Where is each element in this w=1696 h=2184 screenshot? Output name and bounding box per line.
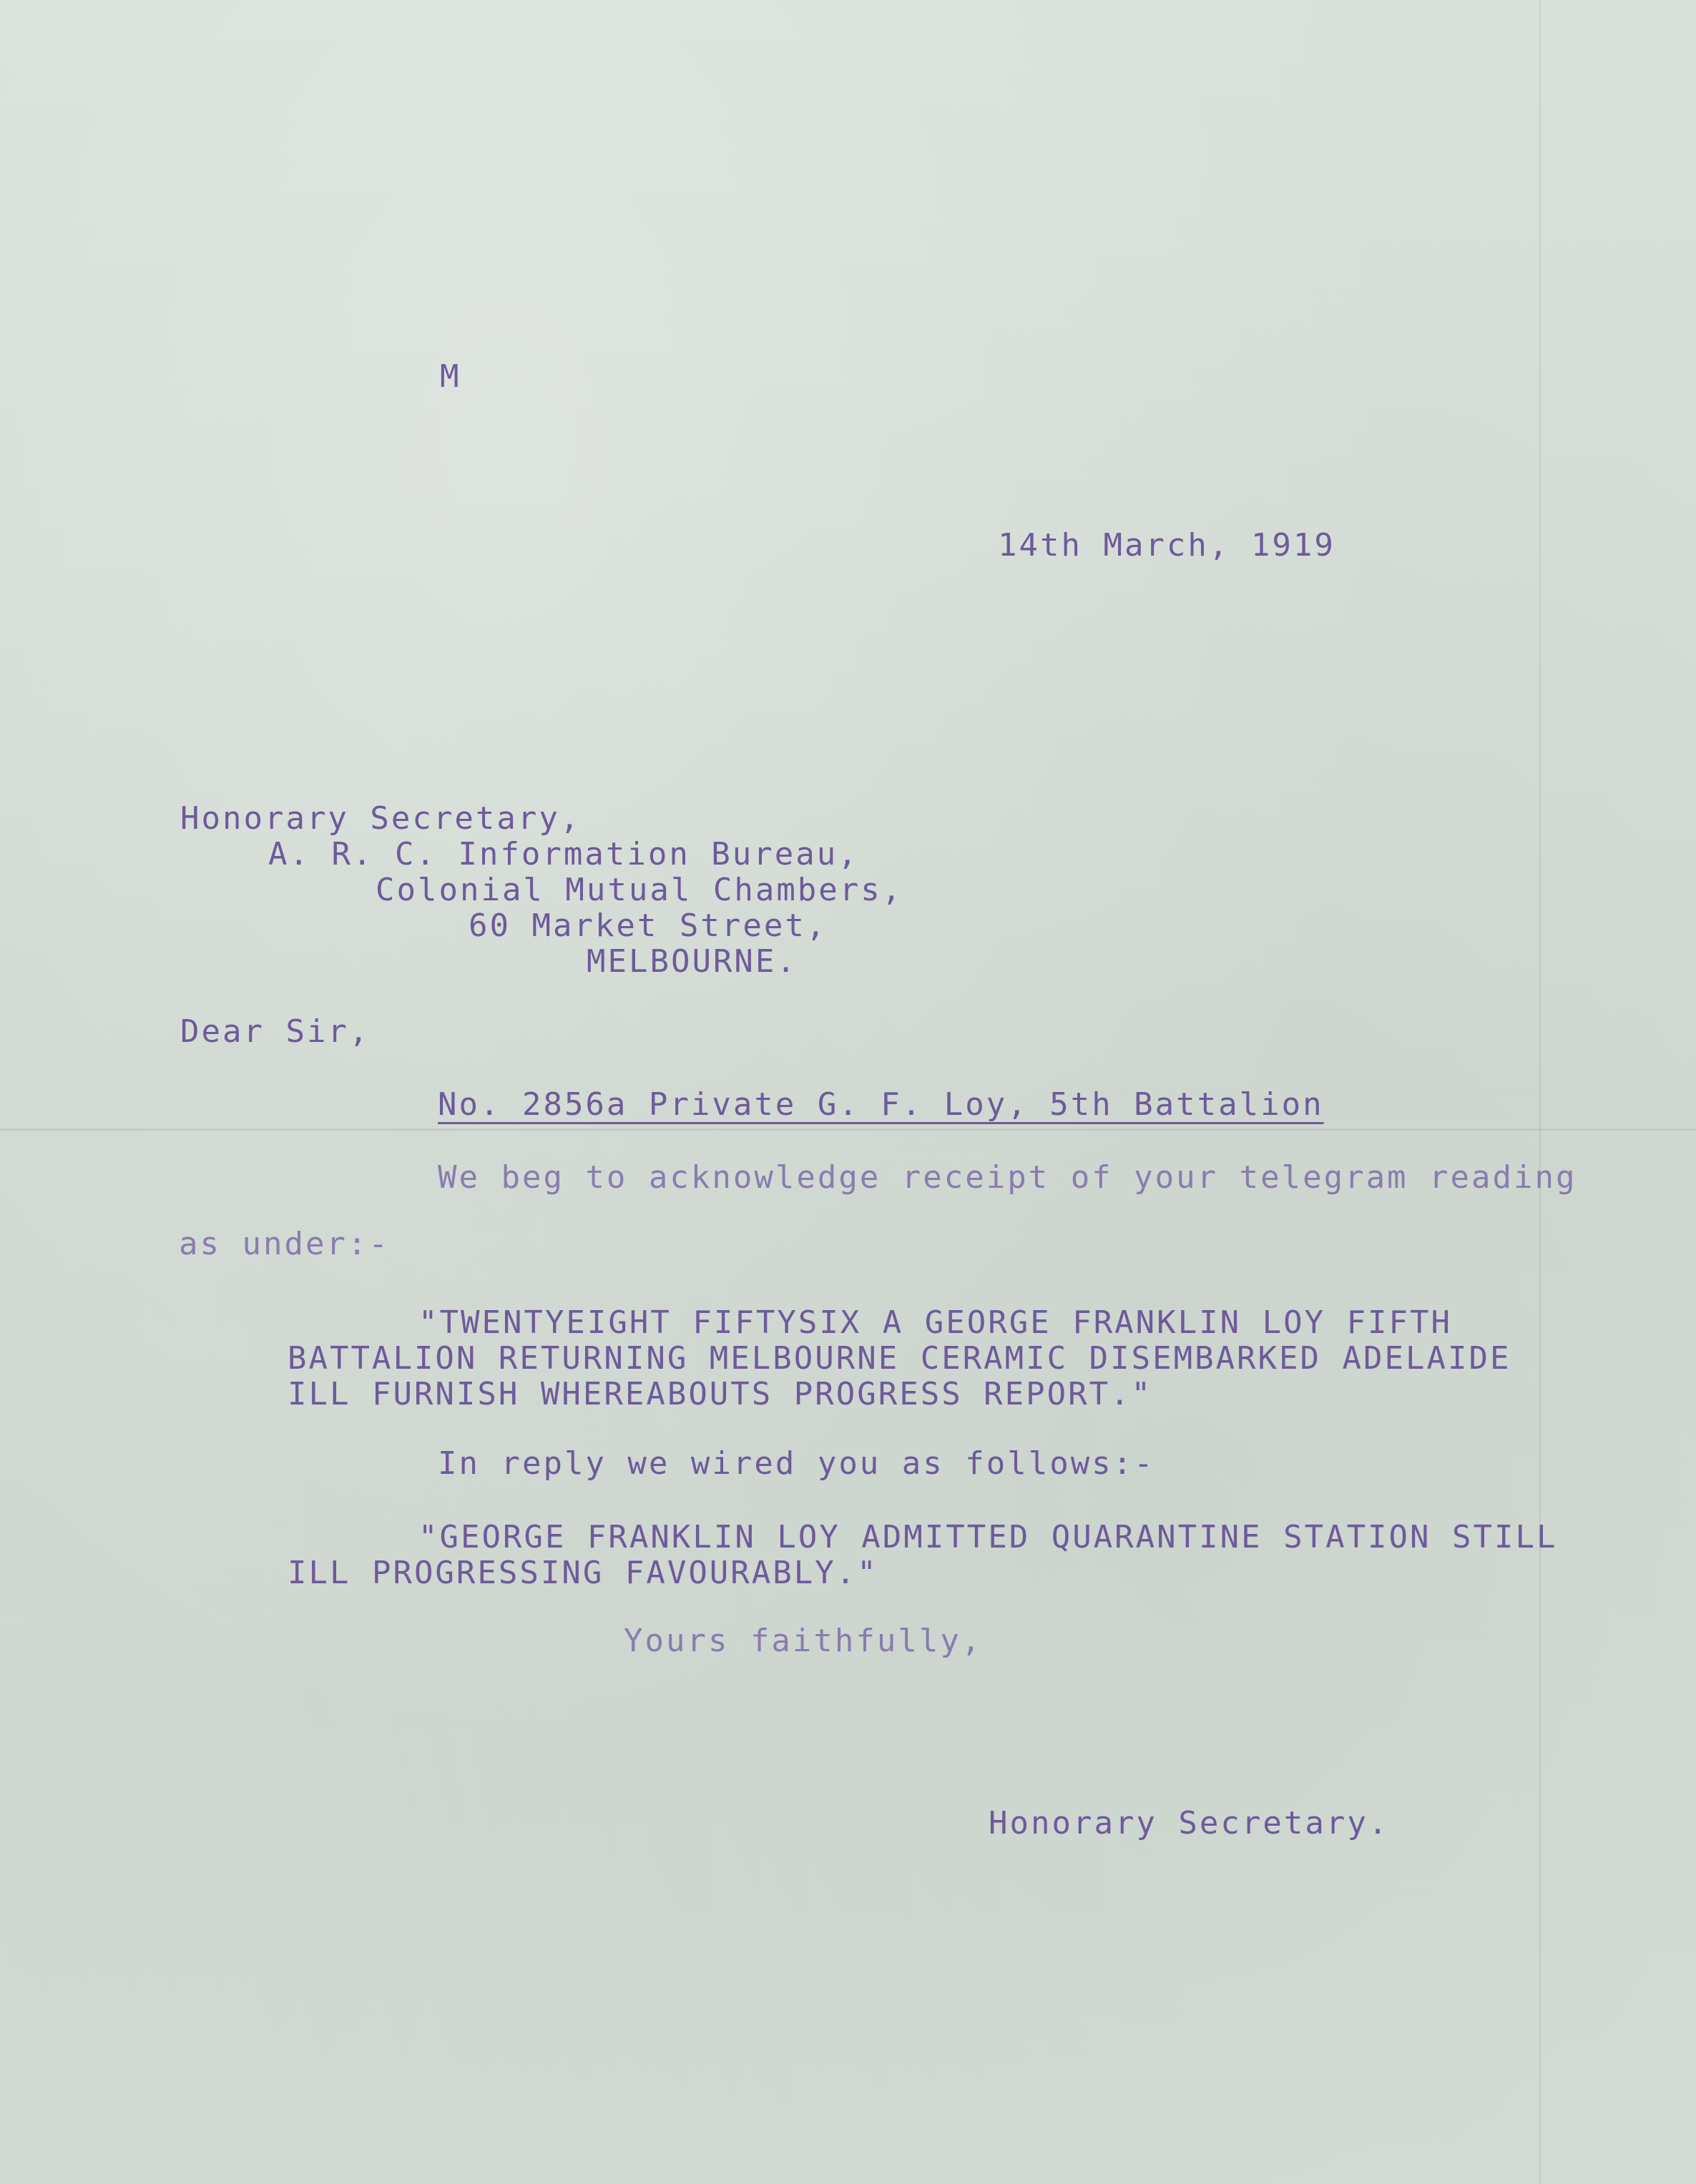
address-line: Honorary Secretary, xyxy=(180,800,582,837)
quote-line: BATTALION RETURNING MELBOURNE CERAMIC DISEMBARKED ADELAIDE xyxy=(288,1340,1511,1377)
quote-line: ILL PROGRESSING FAVOURABLY." xyxy=(288,1555,878,1591)
signature-title: Honorary Secretary. xyxy=(989,1805,1390,1841)
address-line: Colonial Mutual Chambers, xyxy=(376,872,903,908)
address-line: 60 Market Street, xyxy=(469,907,828,944)
closing: Yours faithfully, xyxy=(624,1623,983,1659)
body-line: as under:- xyxy=(179,1226,390,1262)
paper-fold-line xyxy=(0,1128,1696,1131)
letter-date: 14th March, 1919 xyxy=(998,527,1335,564)
letter-mark: M xyxy=(440,358,461,395)
address-line: A. R. C. Information Bureau, xyxy=(268,836,859,872)
subject-line: No. 2856a Private G. F. Loy, 5th Battalion xyxy=(438,1086,1324,1123)
paper-edge-line xyxy=(1539,0,1541,2184)
quote-line: "TWENTYEIGHT FIFTYSIX A GEORGE FRANKLIN LOY FIFTH xyxy=(418,1304,1453,1341)
address-line: MELBOURNE. xyxy=(587,943,798,980)
quote-line: ILL FURNISH WHEREABOUTS PROGRESS REPORT." xyxy=(288,1376,1153,1412)
salutation: Dear Sir, xyxy=(180,1013,371,1050)
reply-intro: In reply we wired you as follows:- xyxy=(438,1445,1155,1482)
quote-line: "GEORGE FRANKLIN LOY ADMITTED QUARANTINE STATION STILL xyxy=(418,1519,1558,1555)
body-line: We beg to acknowledge receipt of your telegram reading xyxy=(438,1159,1577,1196)
